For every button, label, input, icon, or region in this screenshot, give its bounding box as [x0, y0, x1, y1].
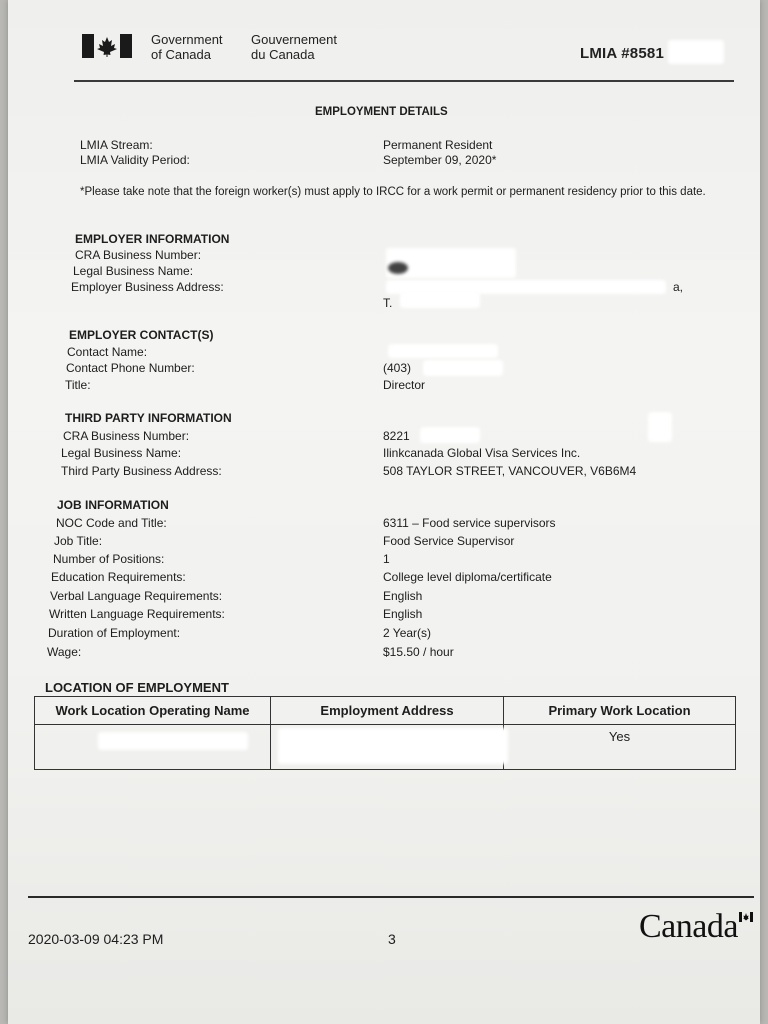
- lmia-stream-label: LMIA Stream:: [80, 138, 153, 152]
- contact-phone-value: (403): [383, 361, 412, 375]
- footer-divider: [28, 896, 754, 898]
- third-party-cra-value: 8221: [383, 429, 410, 443]
- third-party-address-label: Third Party Business Address:: [61, 464, 222, 478]
- employer-address-label: Employer Business Address:: [71, 280, 224, 294]
- ink-smudge: [388, 262, 408, 274]
- lmia-validity-label: LMIA Validity Period:: [80, 153, 190, 167]
- contact-name-label: Contact Name:: [67, 345, 148, 359]
- written-language-label: Written Language Requirements:: [49, 607, 225, 621]
- lmia-note: *Please take note that the foreign worker(s) must apply to IRCC for a work permit or permanent residency prior to this date.: [80, 186, 706, 198]
- education-label: Education Requirements:: [51, 570, 186, 584]
- page-number: 3: [388, 931, 396, 947]
- column-header: Primary Work Location: [504, 697, 736, 725]
- redaction: [400, 292, 480, 308]
- employer-info-heading: EMPLOYER INFORMATION: [75, 232, 230, 246]
- page-title: EMPLOYMENT DETAILS: [315, 106, 448, 118]
- redaction: [388, 344, 498, 358]
- column-header: Work Location Operating Name: [35, 697, 271, 725]
- canada-flag-icon: [82, 34, 132, 58]
- print-timestamp: 2020-03-09 04:23 PM: [28, 931, 164, 947]
- positions-value: 1: [383, 552, 390, 566]
- document-page: [8, 0, 760, 1024]
- redaction: [98, 732, 248, 750]
- redaction: [386, 248, 516, 278]
- noc-value: 6311 – Food service supervisors: [383, 516, 556, 530]
- redaction: [648, 412, 672, 442]
- wordmark-flag-icon: [739, 912, 753, 922]
- job-info-heading: JOB INFORMATION: [57, 498, 169, 512]
- wage-label: Wage:: [47, 645, 82, 659]
- verbal-language-value: English: [383, 589, 423, 603]
- positions-label: Number of Positions:: [53, 552, 165, 566]
- education-value: College level diploma/certificate: [383, 570, 552, 584]
- wage-value: $15.50 / hour: [383, 645, 454, 659]
- employer-address-fragment-2: T.: [383, 296, 393, 310]
- duration-value: 2 Year(s): [383, 626, 432, 640]
- third-party-address-value: 508 TAYLOR STREET, VANCOUVER, V6B6M4: [383, 464, 637, 478]
- third-party-cra-label: CRA Business Number:: [63, 429, 190, 443]
- redaction: [278, 728, 508, 764]
- lmia-stream-value: Permanent Resident: [383, 138, 493, 152]
- third-party-legal-name-value: Ilinkcanada Global Visa Services Inc.: [383, 446, 581, 460]
- noc-label: NOC Code and Title:: [56, 516, 167, 530]
- third-party-legal-name-label: Legal Business Name:: [61, 446, 182, 460]
- employer-contact-heading: EMPLOYER CONTACT(S): [69, 328, 214, 342]
- redaction: [423, 360, 503, 376]
- employer-cra-label: CRA Business Number:: [75, 248, 202, 262]
- government-name-english: Government of Canada: [151, 32, 223, 62]
- government-name-french: Gouvernement du Canada: [251, 32, 337, 62]
- third-party-heading: THIRD PARTY INFORMATION: [65, 411, 232, 425]
- contact-title-label: Title:: [65, 378, 91, 392]
- lmia-number: LMIA #8581: [580, 45, 664, 62]
- contact-phone-label: Contact Phone Number:: [66, 361, 195, 375]
- contact-title-value: Director: [383, 378, 426, 392]
- written-language-value: English: [383, 607, 423, 621]
- redaction: [420, 427, 480, 443]
- verbal-language-label: Verbal Language Requirements:: [50, 589, 223, 603]
- employer-legal-name-label: Legal Business Name:: [73, 264, 194, 278]
- header-divider: [74, 80, 734, 82]
- job-title-label: Job Title:: [54, 534, 103, 548]
- job-title-value: Food Service Supervisor: [383, 534, 515, 548]
- column-header: Employment Address: [271, 697, 504, 725]
- canada-wordmark: Canada: [639, 908, 738, 945]
- location-heading: LOCATION OF EMPLOYMENT: [45, 680, 229, 695]
- primary-location-cell: Yes: [504, 725, 736, 770]
- employer-address-fragment: a,: [673, 280, 684, 294]
- duration-label: Duration of Employment:: [48, 626, 181, 640]
- table-header-row: [35, 697, 736, 725]
- redaction: [668, 40, 724, 64]
- lmia-validity-value: September 09, 2020*: [383, 153, 497, 167]
